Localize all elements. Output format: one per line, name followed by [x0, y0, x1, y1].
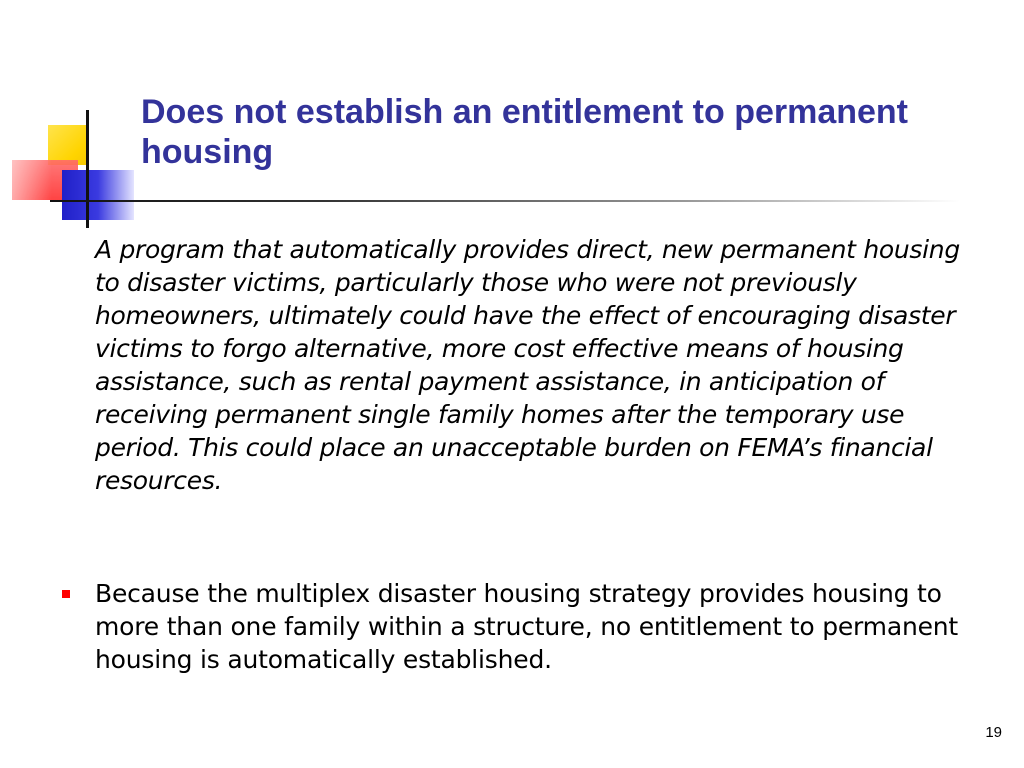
vertical-rule [86, 110, 89, 228]
slide-title: Does not establish an entitlement to permanent housing [141, 93, 909, 171]
bullet-text: Because the multiplex disaster housing strategy provides housing to more than one family within a structure, no entitlement to permanent housing is automatically established. [95, 579, 959, 674]
italic-quote-paragraph: A program that automatically provides direct, new permanent housing to disaster victims, particularly those who were not previously homeowners, ultimately could have the effect of encouraging disaster victims to forgo alternative, more cost effective means of housing assistance, such as rental payment assistance, in anticipation of receiving permanent single family homes after the temporary use period. This could place an unacceptable burden on FEMA’s financial resources. [95, 235, 960, 495]
yellow-square-shape [48, 125, 88, 165]
page-number: 19 [985, 724, 1002, 741]
title-underline-rule [50, 200, 960, 202]
square-bullet-icon [62, 590, 70, 598]
blue-square-shape [62, 170, 134, 220]
